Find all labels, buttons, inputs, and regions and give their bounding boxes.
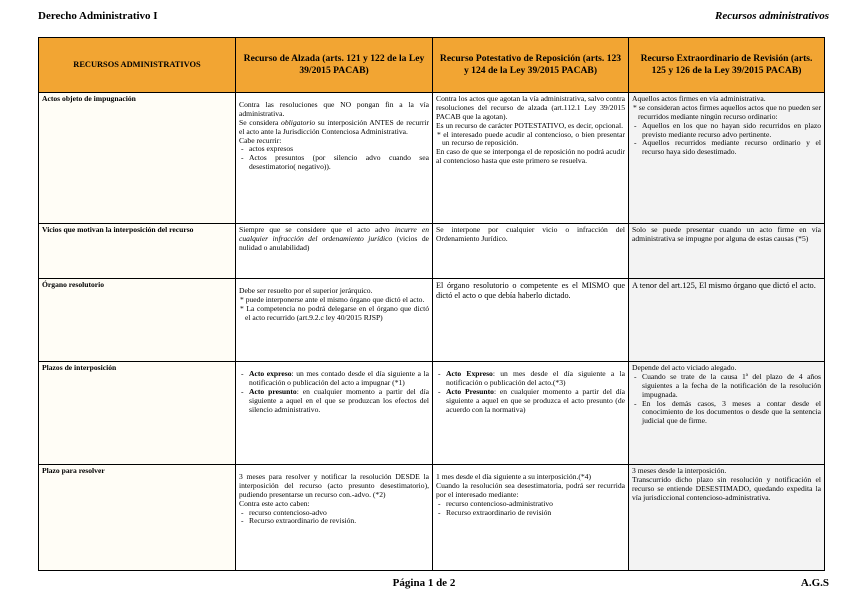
cell-text: 1 mes desde el día siguiente a su interposición.(*4) <box>436 472 592 481</box>
list-item: - Acto presunto: en cualquier momento a partir del día siguiente a aquel en el que se produzcan los efectos del silencio administrativo. <box>249 388 429 415</box>
list-item: - Actos presuntos (por silencio advo cuando sea desestimatorio( negativo)). <box>249 154 429 172</box>
row-label-plazos: Plazos de interposición <box>39 362 236 465</box>
list-item: - En los demás casos, 3 meses a contar desde el conocimiento de los documentos o desde que la sentencia judicial que de firme. <box>642 400 821 427</box>
cell-text: 3 meses desde la interposición. <box>632 466 727 475</box>
cell-text: Cuando la resolución sea desestimatoria, podrá ser recurrida por el interesado mediante: <box>436 480 625 499</box>
list-item: - Recurso extraordinario de revisión. <box>249 517 429 526</box>
cell-text: Contra los actos que agotan la vía administrativa, salvo contra resoluciones del recurso de alzada (art.112.1 Ley 39/2015 PACAB que la agotan). <box>436 94 625 121</box>
recursos-table <box>38 37 825 571</box>
table-row-actos <box>39 93 825 224</box>
cell-text: Transcurrido dicho plazo sin resolución y notificación el recurso se entiende DESESTIMADO, quedando expedita la vía jurisdiccional contencioso-administrativa. <box>632 474 821 502</box>
cell-text: 3 meses para resolver y notificar la resolución DESDE la interposición del recurso (acto presunto desestimatorio), pudiendo presentarse un recurso con.-advo. (*2) <box>239 472 429 499</box>
cell-text: Contra las resoluciones que NO pongan fin a la vía administrativa. <box>239 100 429 118</box>
cell-plazos-alzada <box>236 362 433 465</box>
cell-text: Es un recurso de carácter POTESTATIVO, es decir, opcional. <box>436 120 623 130</box>
row-label-actos: Actos objeto de impugnación <box>39 93 236 224</box>
cell-text: En caso de que se interponga el de reposición no podrá acudir al contencioso hasta que este primero se resuelva. <box>436 147 625 166</box>
cell-list <box>239 145 429 172</box>
cell-organo-revision <box>629 279 825 362</box>
list-item: - Recurso extraordinario de revisión <box>446 509 625 518</box>
cell-resolver-alzada <box>236 465 433 571</box>
cell-text: Cabe recurrir: <box>239 135 282 145</box>
cell-organo-alzada <box>236 279 433 362</box>
row-label-resolver: Plazo para resolver <box>39 465 236 571</box>
cell-text: Se considera obligatorio su interposición ANTES de recurrir el acto ante la Jurisdicción Contenciosa Administrativa. <box>239 117 429 136</box>
list-item: - Aquellos en los que no hayan sido recurridos en plazo previsto mediante recurso advo pertinente. <box>642 122 821 140</box>
cell-resolver-revision <box>629 465 825 571</box>
table-row-organo <box>39 279 825 362</box>
cell-resolver-reposicion <box>433 465 629 571</box>
cell-vicios-reposicion <box>433 224 629 279</box>
cell-text: * el interesado puede acudir al contencioso, o bien presentar un recurso de reposición. <box>437 129 625 148</box>
cell-text: Debe ser resuelto por el superior jerárquico. <box>239 286 373 295</box>
cell-organo-reposicion <box>433 279 629 362</box>
list-item: - actos expresos <box>249 145 429 154</box>
cell-text: * puede interponerse ante el mismo órgano que dictó el acto. <box>240 294 425 304</box>
list-item: - Acto Presunto: en cualquier momento a partir del día siguiente a aquel en que se produzca el acto presunto (de acuerdo con la normativa) <box>446 388 625 415</box>
cell-list <box>632 122 821 158</box>
list-item: - recurso contencioso-advo <box>249 509 429 518</box>
table-header-row <box>39 38 825 93</box>
list-item: - Acto expreso: un mes contado desde el día siguiente a la notificación o publicación del acto a impugnar (*1) <box>249 370 429 388</box>
cell-text: Solo se puede presentar cuando un acto firme en vía administrativa se impugne por alguna de estas causas (*5) <box>632 225 821 243</box>
list-item: - Acto Expreso: un mes desde el día siguiente a la notificación o publicación del acto.(*3) <box>446 370 625 388</box>
list-item: - Aquellos recurridos mediante recurso ordinario y el recurso haya sido desestimado. <box>642 139 821 157</box>
cell-text: Contra este acto caben: <box>239 498 310 508</box>
table-row-plazos <box>39 362 825 465</box>
cell-list <box>436 500 625 518</box>
column-header-revision: Recurso Extraordinario de Revisión (arts. 125 y 126 de la Ley 39/2015 PACAB) <box>629 38 825 93</box>
cell-actos-revision <box>629 93 825 224</box>
cell-plazos-reposicion <box>433 362 629 465</box>
document-header-topic: Recursos administrativos <box>715 10 829 22</box>
row-label-organo: Órgano resolutorio <box>39 279 236 362</box>
table-row-resolver <box>39 465 825 571</box>
column-header-alzada: Recurso de Alzada (arts. 121 y 122 de la Ley 39/2015 PACAB) <box>236 38 433 93</box>
cell-list <box>436 370 625 414</box>
row-label-vicios: Vicios que motivan la interposición del recurso <box>39 224 236 279</box>
author-initials: A.G.S <box>800 577 829 589</box>
document-header-title: Derecho Administrativo I <box>38 10 158 22</box>
cell-text: Se interpone por cualquier vicio o infracción del Ordenamiento Jurídico. <box>436 225 625 243</box>
page-number: Página 1 de 2 <box>392 577 456 589</box>
cell-plazos-revision <box>629 362 825 465</box>
table-row-vicios <box>39 224 825 279</box>
cell-list <box>239 509 429 527</box>
cell-text: A tenor del art.125, El mismo órgano que dictó el acto. <box>632 281 816 290</box>
column-header-reposicion: Recurso Potestativo de Reposición (arts. 123 y 124 de la Ley 39/2015 PACAB) <box>433 38 629 93</box>
column-header-recursos: RECURSOS ADMINISTRATIVOS <box>39 38 236 93</box>
list-item: - recurso contencioso-administrativo <box>446 500 625 509</box>
cell-text: * se consideran actos firmes aquellos actos que no pueden ser recurridos mediante ningún recurso ordinario: <box>633 102 821 121</box>
list-item: - Cuando se trate de la causa 1ª del plazo de 4 años siguientes a la fecha de la notificación de la resolución impugnada. <box>642 373 821 400</box>
cell-text: El órgano resolutorio o competente es el MISMO que dictó el acto o que debía haberlo dictado. <box>436 281 625 300</box>
cell-actos-reposicion <box>433 93 629 224</box>
cell-vicios-alzada <box>236 224 433 279</box>
cell-text: Siempre que se considere que el acto advo incurre en cualquier infracción del ordenamiento jurídico (vicios de nulidad o anulabilidad) <box>239 225 429 252</box>
cell-list <box>632 373 821 426</box>
cell-text: Aquellos actos firmes en vía administrativa. <box>632 94 766 103</box>
cell-actos-alzada <box>236 93 433 224</box>
cell-list <box>239 370 429 414</box>
cell-text: Depende del acto viciado alegado. <box>632 363 737 372</box>
cell-vicios-revision <box>629 224 825 279</box>
cell-text: * La competencia no podrá delegarse en el órgano que dictó el acto recurrido (art.9.2.c ley 40/2015 RJSP) <box>240 303 429 322</box>
